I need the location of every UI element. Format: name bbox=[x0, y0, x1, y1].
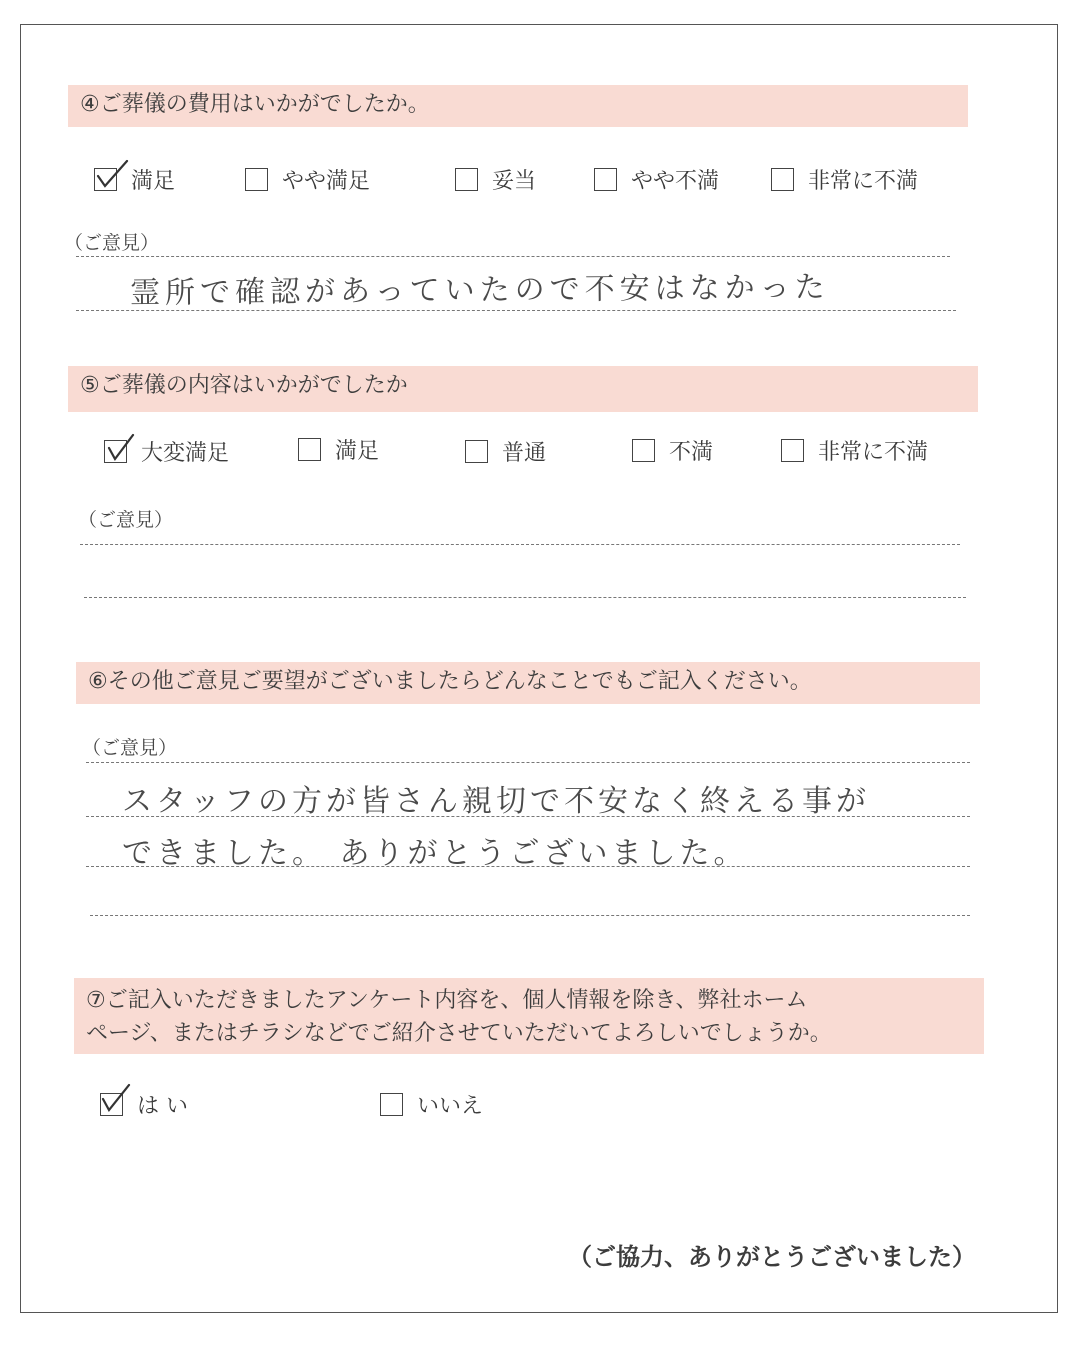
checkmark-icon bbox=[93, 157, 129, 191]
q4-option-somewhat-satisfied[interactable] bbox=[245, 164, 370, 195]
checkbox-checked[interactable] bbox=[100, 1093, 123, 1116]
option-label: 普通 bbox=[502, 441, 547, 466]
checkbox-checked[interactable] bbox=[94, 168, 117, 191]
checkmark-icon bbox=[103, 429, 139, 463]
option-label: 不満 bbox=[669, 440, 714, 465]
q6-title: ⑥その他ご意見ご要望がございましたらどんなことでもご記入ください。 bbox=[76, 662, 980, 704]
q5-option-dissatisfied[interactable] bbox=[632, 435, 713, 466]
option-label: 非常に不満 bbox=[808, 169, 919, 194]
q4-handwritten-answer: 霊所で確認があっていたので不安はなかった bbox=[129, 269, 830, 311]
q4-option-very-dissatisfied[interactable] bbox=[771, 164, 918, 195]
q4-line-1 bbox=[76, 256, 950, 257]
q4-options bbox=[0, 157, 1080, 197]
q6-handwritten-answer-line-1: スタッフの方が皆さん親切で不安なく終える事が bbox=[122, 784, 870, 819]
q4-option-reasonable[interactable] bbox=[455, 164, 536, 195]
checkbox[interactable] bbox=[781, 439, 804, 462]
q5-options bbox=[0, 428, 1080, 468]
option-label: やや不満 bbox=[631, 169, 720, 194]
q5-title: ⑤ご葬儀の内容はいかがでしたか bbox=[68, 366, 978, 412]
q5-option-satisfied[interactable] bbox=[298, 434, 379, 465]
thank-you-footer: （ご協力、ありがとうございました） bbox=[568, 1243, 976, 1271]
checkbox[interactable] bbox=[455, 168, 478, 191]
option-label: 非常に不満 bbox=[818, 440, 929, 465]
checkbox[interactable] bbox=[632, 439, 655, 462]
q5-option-very-satisfied[interactable] bbox=[104, 436, 229, 467]
checkbox[interactable] bbox=[594, 168, 617, 191]
option-label: は い bbox=[137, 1094, 188, 1119]
q7-title bbox=[74, 978, 984, 1054]
q5-line-2 bbox=[84, 597, 966, 598]
option-label: 妥当 bbox=[492, 169, 537, 194]
q6-line-3 bbox=[86, 866, 970, 867]
q5-line-1 bbox=[80, 544, 960, 545]
q5-option-very-dissatisfied[interactable] bbox=[781, 435, 928, 466]
q7-options bbox=[0, 1082, 1080, 1122]
q7-option-no[interactable] bbox=[380, 1089, 483, 1120]
option-label: 大変満足 bbox=[141, 441, 230, 466]
option-label: 満足 bbox=[335, 439, 380, 464]
checkbox[interactable] bbox=[298, 438, 321, 461]
option-label: やや満足 bbox=[282, 169, 371, 194]
q6-opinion-label: （ご意見） bbox=[82, 737, 178, 759]
q5-opinion-label: （ご意見） bbox=[78, 509, 174, 531]
q4-opinion-label: （ご意見） bbox=[64, 232, 160, 254]
checkbox[interactable] bbox=[771, 168, 794, 191]
q6-line-4 bbox=[90, 915, 970, 916]
option-label: 満足 bbox=[131, 169, 176, 194]
checkbox[interactable] bbox=[245, 168, 268, 191]
q4-option-somewhat-dissatisfied[interactable] bbox=[594, 164, 719, 195]
checkbox[interactable] bbox=[380, 1093, 403, 1116]
checkbox-checked[interactable] bbox=[104, 440, 127, 463]
q7-title-line-2: ページ、またはチラシなどでご紹介させていただいてよろしいでしょうか。 bbox=[86, 1021, 832, 1046]
q7-option-yes[interactable] bbox=[100, 1089, 188, 1120]
q5-option-average[interactable] bbox=[465, 436, 546, 467]
q4-line-2 bbox=[76, 310, 956, 311]
q4-title: ④ご葬儀の費用はいかがでしたか。 bbox=[68, 85, 968, 127]
q6-line-2 bbox=[86, 816, 970, 817]
checkbox[interactable] bbox=[465, 440, 488, 463]
q6-line-1 bbox=[86, 762, 970, 763]
checkmark-icon bbox=[99, 1082, 135, 1116]
option-label: いいえ bbox=[417, 1094, 484, 1119]
q7-title-line-1: ⑦ご記入いただきましたアンケート内容を、個人情報を除き、弊社ホーム bbox=[86, 988, 808, 1013]
q4-option-satisfied[interactable] bbox=[94, 164, 175, 195]
q6-handwritten-answer-line-2: できました。 ありがとうございました。 bbox=[122, 836, 748, 871]
